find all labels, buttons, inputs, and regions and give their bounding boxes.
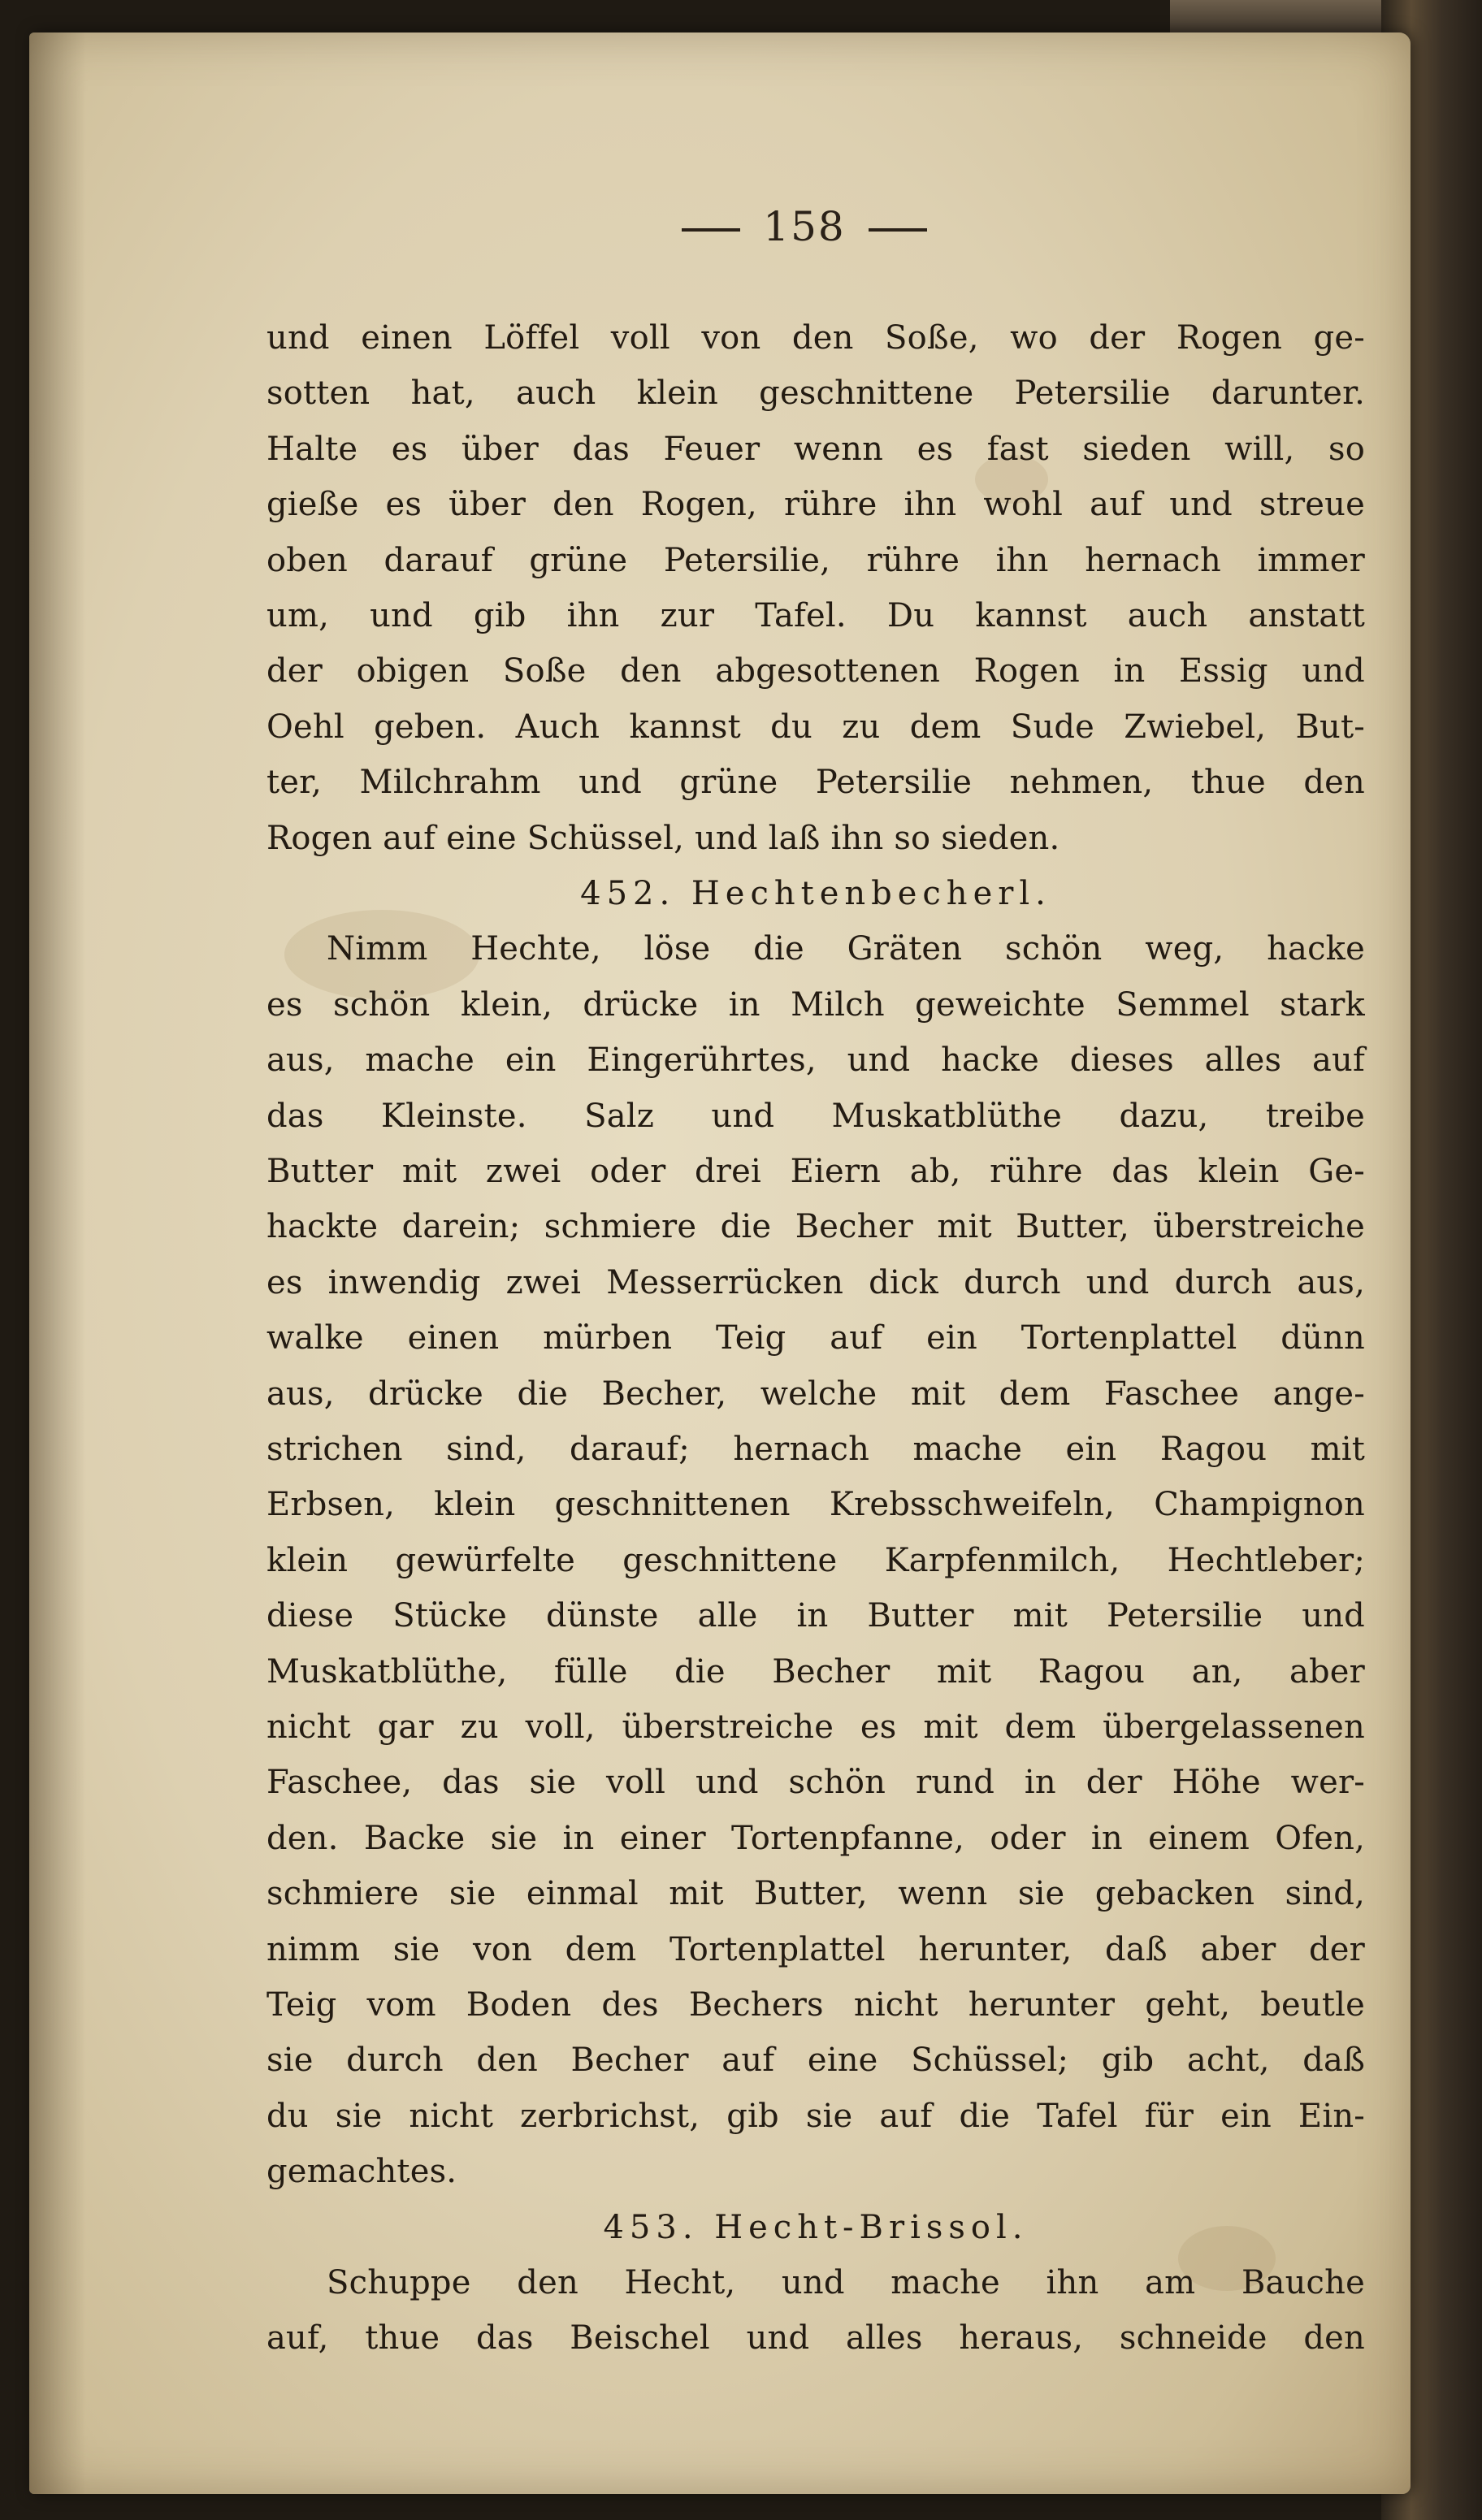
text-line: schmiere sie einmal mit Butter, wenn sie gebacken sind, [266, 1875, 1365, 1912]
text-line: und einen Löffel voll von den Soße, wo der Rogen ge- [266, 319, 1365, 357]
text-line: nicht gar zu voll, überstreiche es mit dem übergelassenen [266, 1708, 1365, 1746]
text-line: walke einen mürben Teig auf ein Tortenplattel dünn [266, 1319, 1365, 1357]
text-line: um, und gib ihn zur Tafel. Du kannst auch anstatt [266, 597, 1365, 634]
text-line: Rogen auf eine Schüssel, und laß ihn so sieden. [266, 820, 1060, 857]
text-line: Teig vom Boden des Bechers nicht herunter geht, beutle [266, 1986, 1365, 2024]
text-line: Faschee, das sie voll und schön rund in der Höhe wer- [266, 1764, 1365, 1801]
text-line: gieße es über den Rogen, rühre ihn wohl auf und streue [266, 486, 1365, 523]
text-line: klein gewürfelte geschnittene Karpfenmilch, Hechtleber; [266, 1542, 1365, 1579]
text-line: sotten hat, auch klein geschnittene Petersilie darunter. [266, 375, 1365, 412]
text-line: aus, mache ein Eingerührtes, und hacke dieses alles auf [266, 1041, 1365, 1079]
page-number-header [244, 203, 1365, 250]
text-line: du sie nicht zerbrichst, gib sie auf die Tafel für ein Ein- [266, 2098, 1365, 2135]
gutter-shadow [29, 32, 86, 2494]
text-line: Muskatblüthe, fülle die Becher mit Ragou an, aber [266, 1653, 1365, 1691]
text-line: nimm sie von dem Tortenplattel herunter, daß aber der [266, 1931, 1365, 1968]
text-line: der obigen Soße den abgesottenen Rogen in Essig und [266, 652, 1365, 690]
page-number: 158 [763, 203, 846, 250]
text-line: hackte darein; schmiere die Becher mit Butter, überstreiche [266, 1208, 1365, 1245]
text-line: sie durch den Becher auf eine Schüssel; gib acht, daß [266, 2042, 1365, 2079]
header-dash-left [682, 228, 740, 232]
text-line: aus, drücke die Becher, welche mit dem Faschee ange- [266, 1375, 1365, 1413]
text-line: auf, thue das Beischel und alles heraus, schneide den [266, 2319, 1365, 2357]
recipe-heading: 453. Hecht-Brissol. [603, 2209, 1029, 2246]
text-line: Butter mit zwei oder drei Eiern ab, rühre das klein Ge- [266, 1153, 1365, 1190]
text-line: Halte es über das Feuer wenn es fast sieden will, so [266, 431, 1365, 468]
text-line: Erbsen, klein geschnittenen Krebsschweifeln, Champignon [266, 1486, 1365, 1523]
header-dash-right [869, 228, 927, 232]
recipe-heading: 452. Hechtenbecherl. [580, 875, 1051, 912]
text-line: Oehl geben. Auch kannst du zu dem Sude Zwiebel, But- [266, 708, 1365, 746]
text-line: das Kleinste. Salz und Muskatblüthe dazu, treibe [266, 1098, 1365, 1135]
text-line: Schuppe den Hecht, und mache ihn am Bauche [327, 2264, 1365, 2301]
text-line: Nimm Hechte, löse die Gräten schön weg, hacke [327, 930, 1365, 968]
text-line: gemachtes. [266, 2153, 457, 2190]
text-line: es inwendig zwei Messerrücken dick durch und durch aus, [266, 1264, 1365, 1301]
text-line: diese Stücke dünste alle in Butter mit Petersilie und [266, 1597, 1365, 1635]
text-line: den. Backe sie in einer Tortenpfanne, oder in einem Ofen, [266, 1820, 1365, 1857]
text-line: strichen sind, darauf; hernach mache ein Ragou mit [266, 1431, 1365, 1468]
text-line: oben darauf grüne Petersilie, rühre ihn hernach immer [266, 542, 1365, 579]
text-line: es schön klein, drücke in Milch geweichte Semmel stark [266, 986, 1365, 1024]
text-line: ter, Milchrahm und grüne Petersilie nehmen, thue den [266, 764, 1365, 801]
